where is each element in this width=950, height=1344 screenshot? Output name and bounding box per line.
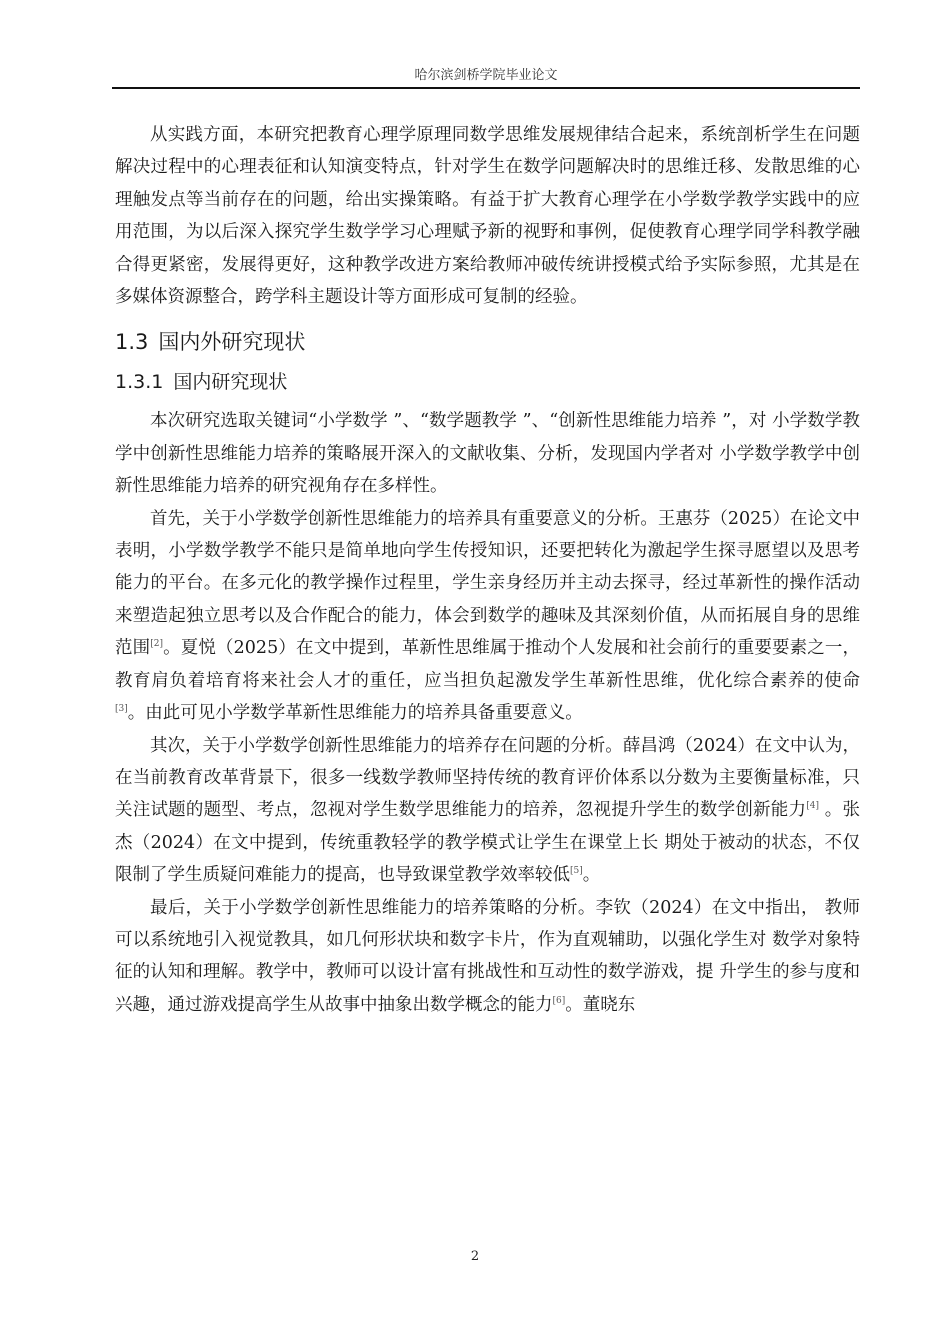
citation-ref: [3] [115,704,128,715]
citation-ref: [4] [806,801,819,812]
citation-ref: [5] [570,866,583,877]
paragraph-text: 。张杰（2024）在文中提到，传统重教轻学的教学模式让学生在课堂上长 期处于被动的状态，不仅限制了学生质疑问难能力的提高，也导致课堂教学效率较低 [115,800,860,886]
section-title: 国内外研究现状 [158,330,306,355]
subsection-heading [115,367,860,397]
paragraph-text: 。董晓东 [565,994,636,1015]
paragraph-text: 其次，关于小学数学创新性思维能力的培养存在问题的分析。薛昌鸿（2024）在文中认为，在当前教育改革背景下，很多一线数学教师坚持传统的教育评价体系以分数为主要衡量标准，只关注试题的题型、考点，忽视对学生数学思维能力的培养，忽视提升学生的数学创新能力 [115,735,860,821]
paragraph-problems [115,730,860,892]
header-divider [112,87,860,89]
paragraph-text: 首先，关于小学数学创新性思维能力的培养具有重要意义的分析。王惠芬（2025）在论文中表明，小学数学教学不能只是简单地向学生传授知识，还要把转化为激起学生探寻愿望以及思考能力的平台。在多元化的教学操作过程里，学生亲身经历并主动去探寻，经过革新性的操作活动来塑造起独立思考以及合作配合的能力，体会到数学的趣味及其深刻价值，从而拓展自身的思维范围 [115,508,860,659]
citation-ref: [2] [150,639,164,650]
paragraph-text: 。 [582,865,601,886]
document-body [115,119,860,1021]
page-number: 2 [470,1249,480,1264]
paragraph-keywords: 本次研究选取关键词“小学数学 ”、“数学题教学 ”、“创新性思维能力培养 ”，对 小学数学教学中创新性思维能力培养的策略展开深入的文献收集、分析，发现国内学者对 小学数学教学中创新性思维能力培养的研究视角存在多样性。 [115,411,860,497]
paragraph-text: 。由此可见小学数学革新性思维能力的培养具备重要意义。 [127,703,583,724]
subsection-title: 国内研究现状 [173,371,288,394]
paragraph-significance [115,503,860,730]
paragraph-strategies [115,892,860,1022]
page-header-title: 哈尔滨剑桥学院毕业论文 [414,68,558,83]
paragraph-text: 。夏悦（2025）在文中提到，革新性思维属于推动个人发展和社会前行的重要要素之一，教育肩负着培育将来社会人才的重任，应当担负起激发学生革新性思维，优化综合素养的使命 [115,638,860,691]
paragraph-practice: 从实践方面，本研究把教育心理学原理同数学思维发展规律结合起来，系统剖析学生在问题解决过程中的心理表征和认知演变特点，针对学生在数学问题解决时的思维迁移、发散思维的心理触发点等当前存在的问题，给出实操策略。有益于扩大教育心理学在小学数学教学实践中的应用范围，为以后深入探究学生数学学习心理赋予新的视野和事例，促使教育心理学同学科教学融合得更紧密，发展得更好，这种教学改进方案给教师冲破传统讲授模式给予实际参照，尤其是在多媒体资源整合，跨学科主题设计等方面形成可复制的经验。 [115,125,860,308]
citation-ref: [6] [552,995,566,1006]
paragraph-text: 最后，关于小学数学创新性思维能力的培养策略的分析。李钦（2024）在文中指出， 教师可以系统地引入视觉教具，如几何形状块和数字卡片，作为直观辅助，以强化学生对 数学对象特征的认知和理解。教学中，教师可以设计富有挑战性和互动性的数学游戏，提 升学生的参与度和兴趣，通过游戏提高学生从故事中抽象出数学概念的能力 [115,897,860,1015]
section-heading [115,327,860,357]
subsection-number: 1.3.1 [115,371,164,394]
section-number: 1.3 [115,330,149,355]
